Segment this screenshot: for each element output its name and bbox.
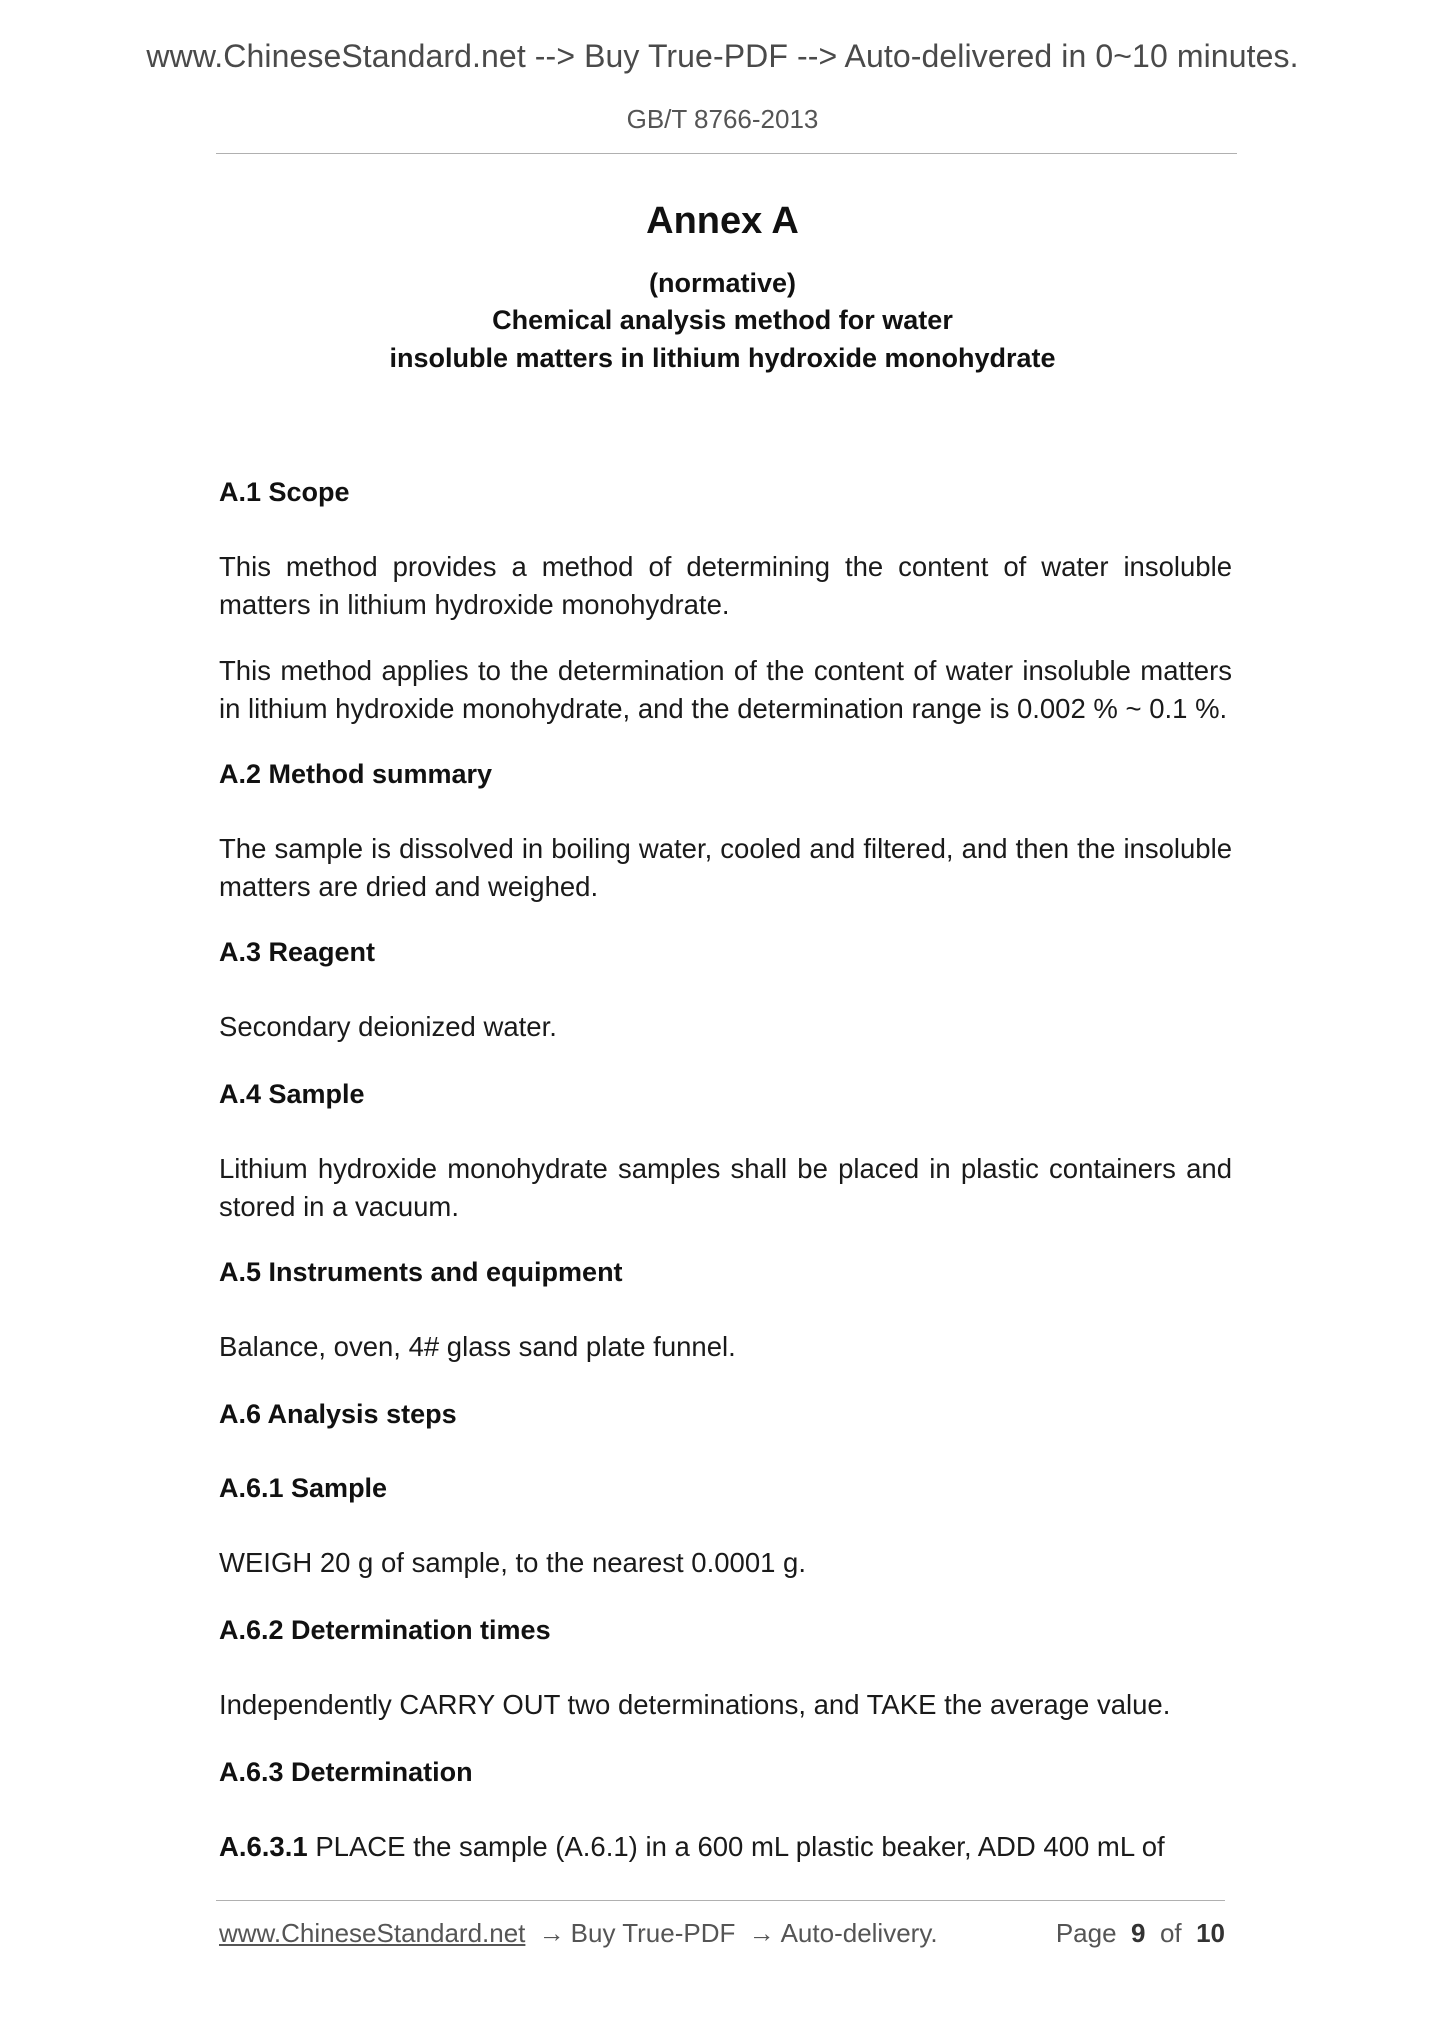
footer-buy-text: Buy True-PDF xyxy=(570,1918,736,1948)
paragraph-a5-1: Balance, oven, 4# glass sand plate funnel. xyxy=(219,1331,736,1362)
paragraph-a4-1: Lithium hydroxide monohydrate samples shall be placed in plastic containers and stored in a vacuum. xyxy=(219,1153,1232,1222)
paragraph-a1-2: This method applies to the determination of the content of water insoluble matters in lithium hydroxide monohydrate, and the determination range is 0.002 % ~ 0.1 %. xyxy=(219,655,1232,724)
arrow-icon: → xyxy=(538,1918,565,1948)
footer-links xyxy=(219,1918,938,1949)
header-divider xyxy=(216,153,1237,154)
annex-title: Annex A xyxy=(646,200,799,242)
page-word: Page xyxy=(1055,1918,1117,1948)
page-indicator xyxy=(1056,1918,1225,1949)
paragraph-a6-2: Independently CARRY OUT two determinations, and TAKE the average value. xyxy=(219,1689,1171,1720)
page-total: 10 xyxy=(1196,1918,1225,1948)
footer-delivery-text: Auto-delivery. xyxy=(780,1918,938,1948)
annex-kind: (normative) xyxy=(648,268,797,298)
section-heading-a1: A.1 Scope xyxy=(219,477,350,507)
paragraph-a6-1: WEIGH 20 g of sample, to the nearest 0.0001 g. xyxy=(219,1547,806,1578)
section-heading-a5: A.5 Instruments and equipment xyxy=(219,1257,623,1287)
of-word: of xyxy=(1159,1918,1182,1948)
section-heading-a4: A.4 Sample xyxy=(219,1079,365,1109)
footer-divider xyxy=(216,1900,1225,1901)
section-heading-a6-2: A.6.2 Determination times xyxy=(219,1615,551,1645)
section-heading-a3: A.3 Reagent xyxy=(219,937,376,967)
section-heading-a6: A.6 Analysis steps xyxy=(219,1399,457,1429)
annex-subtitle-line2: insoluble matters in lithium hydroxide monohydrate xyxy=(389,343,1056,373)
document-body xyxy=(219,474,1232,1896)
clause-label-a6-3-1: A.6.3.1 xyxy=(219,1831,308,1862)
footer-site-link[interactable]: www.ChineseStandard.net xyxy=(219,1918,526,1948)
paragraph-a2-1: The sample is dissolved in boiling water, cooled and filtered, and then the insoluble matters are dried and weighed. xyxy=(219,833,1232,902)
clause-text-a6-3-1: PLACE the sample (A.6.1) in a 600 mL plastic beaker, ADD 400 mL of xyxy=(315,1831,1165,1862)
section-heading-a6-3: A.6.3 Determination xyxy=(219,1757,473,1787)
paragraph-a6-3-1 xyxy=(219,1828,1232,1866)
annex-subtitle-line1: Chemical analysis method for water xyxy=(492,305,953,335)
site-banner: www.ChineseStandard.net --> Buy True-PDF --> Auto-delivered in 0~10 minutes. xyxy=(146,38,1299,74)
page-current: 9 xyxy=(1131,1918,1146,1948)
paragraph-a3-1: Secondary deionized water. xyxy=(219,1011,557,1042)
section-heading-a2: A.2 Method summary xyxy=(219,759,493,789)
arrow-icon: → xyxy=(748,1918,775,1948)
paragraph-a1-1: This method provides a method of determining the content of water insoluble matters in lithium hydroxide monohydrate. xyxy=(219,551,1232,620)
document-code: GB/T 8766-2013 xyxy=(626,104,819,134)
section-heading-a6-1: A.6.1 Sample xyxy=(219,1473,388,1503)
